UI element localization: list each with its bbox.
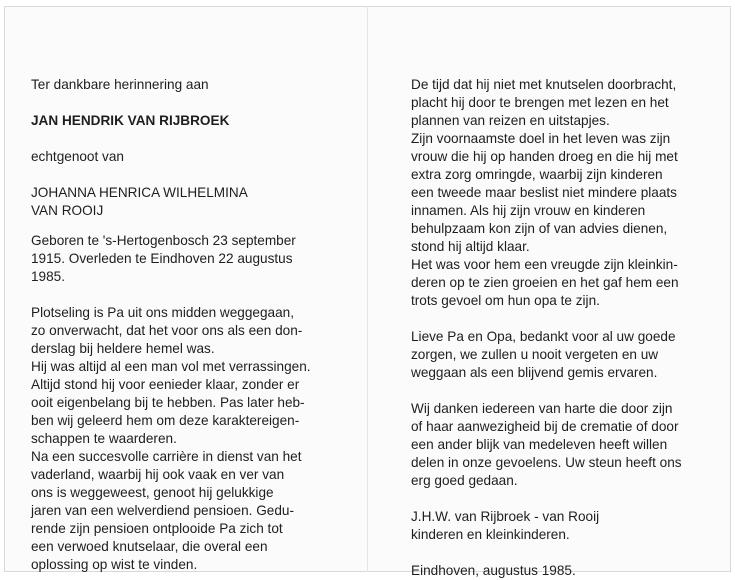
- intro-text: Ter dankbare herinnering aan: [31, 77, 209, 92]
- text-line: Plotseling is Pa uit ons midden weggegaan,: [31, 305, 294, 320]
- text-line: rende zijn pensioen ontplooide Pa zich tot: [31, 521, 283, 536]
- text-line: vaderland, waarbij hij ook vaak en ver van: [31, 467, 285, 482]
- farewell-paragraph: [411, 328, 706, 382]
- spouse-name-line-1: JOHANNA HENRICA WILHELMINA: [31, 185, 248, 200]
- text-line: deren op te zien groeien en het gaf hem een: [411, 275, 679, 290]
- text-line: Geboren te 's-Hertogenbosch 23 september: [31, 233, 296, 248]
- text-line: Na een succesvolle carrière in dienst van het: [31, 449, 302, 464]
- text-line: De tijd dat hij niet met knutselen doorbracht,: [411, 77, 677, 92]
- text-line: Hij was altijd al een man vol met verrassingen.: [31, 359, 311, 374]
- left-column: [31, 76, 327, 574]
- text-line: weggaan als een blijvend gemis ervaren.: [411, 365, 658, 380]
- text-line: oplossing op wist te vinden.: [31, 557, 198, 572]
- right-column: [411, 76, 706, 580]
- deceased-name: JAN HENDRIK VAN RIJBROEK: [31, 113, 230, 128]
- birth-death-paragraph: [31, 232, 327, 286]
- text-line: Altijd stond hij voor eenieder klaar, zonder er: [31, 377, 300, 392]
- text-line: schappen te waarderen.: [31, 431, 177, 446]
- life-paragraph: [31, 304, 327, 574]
- text-line: Wij danken iedereen van harte die door zijn: [411, 401, 673, 416]
- text-line: Zijn voornaamste doel in het leven was zijn: [411, 131, 671, 146]
- text-line: Lieve Pa en Opa, bedankt voor al uw goede: [411, 329, 676, 344]
- text-line: derslag bij heldere hemel was.: [31, 341, 215, 356]
- text-line: innamen. Als hij zijn vrouw en kinderen: [411, 203, 646, 218]
- text-line: zorgen, we zullen u nooit vergeten en uw: [411, 347, 659, 362]
- card-fold-line: [367, 6, 368, 572]
- text-line: een ander blijk van medeleven heeft willen: [411, 437, 668, 452]
- place-date: Eindhoven, augustus 1985.: [411, 563, 576, 578]
- text-line: erg goed gedaan.: [411, 473, 518, 488]
- text-line: zo onverwacht, dat het voor ons als een don-: [31, 323, 303, 338]
- spouse-label: echtgenoot van: [31, 149, 124, 164]
- signature-names: J.H.W. van Rijbroek - van Rooij: [411, 509, 600, 524]
- text-line: Het was voor hem een vreugde zijn kleinkin-: [411, 257, 678, 272]
- text-line: 1915. Overleden te Eindhoven 22 augustus: [31, 251, 293, 266]
- text-line: stond hij altijd klaar.: [411, 239, 530, 254]
- text-line: 1985.: [31, 269, 66, 284]
- text-line: vrouw die hij op handen droeg en die hij met: [411, 149, 678, 164]
- text-line: een tweede maar beslist niet mindere plaats: [411, 185, 677, 200]
- text-line: een verwoed knutselaar, die overal een: [31, 539, 268, 554]
- text-line: extra zorg omringde, waarbij zijn kinderen: [411, 167, 663, 182]
- hobbies-family-paragraph: [411, 76, 706, 310]
- signature-family: kinderen en kleinkinderen.: [411, 527, 570, 542]
- text-line: plannen van reizen en uitstapjes.: [411, 113, 610, 128]
- spouse-name-line-2: VAN ROOIJ: [31, 203, 104, 218]
- text-line: behulpzaam kon zijn of van advies dienen,: [411, 221, 668, 236]
- text-line: trots gevoel om hun opa te zijn.: [411, 293, 600, 308]
- text-line: ben wij geleerd hem om deze karaktereigen-: [31, 413, 300, 428]
- text-line: jaren van een welverdiend pensioen. Gedu-: [31, 503, 294, 518]
- text-line: placht hij door te brengen met lezen en het: [411, 95, 669, 110]
- text-line: ons is weggeweest, genoot hij gelukkige: [31, 485, 274, 500]
- text-line: delen in onze gevoelens. Uw steun heeft ons: [411, 455, 682, 470]
- thanks-paragraph: [411, 400, 706, 490]
- text-line: of haar aanwezigheid bij de crematie of door: [411, 419, 679, 434]
- text-line: ooit eigenbelang bij te hebben. Pas later heb-: [31, 395, 305, 410]
